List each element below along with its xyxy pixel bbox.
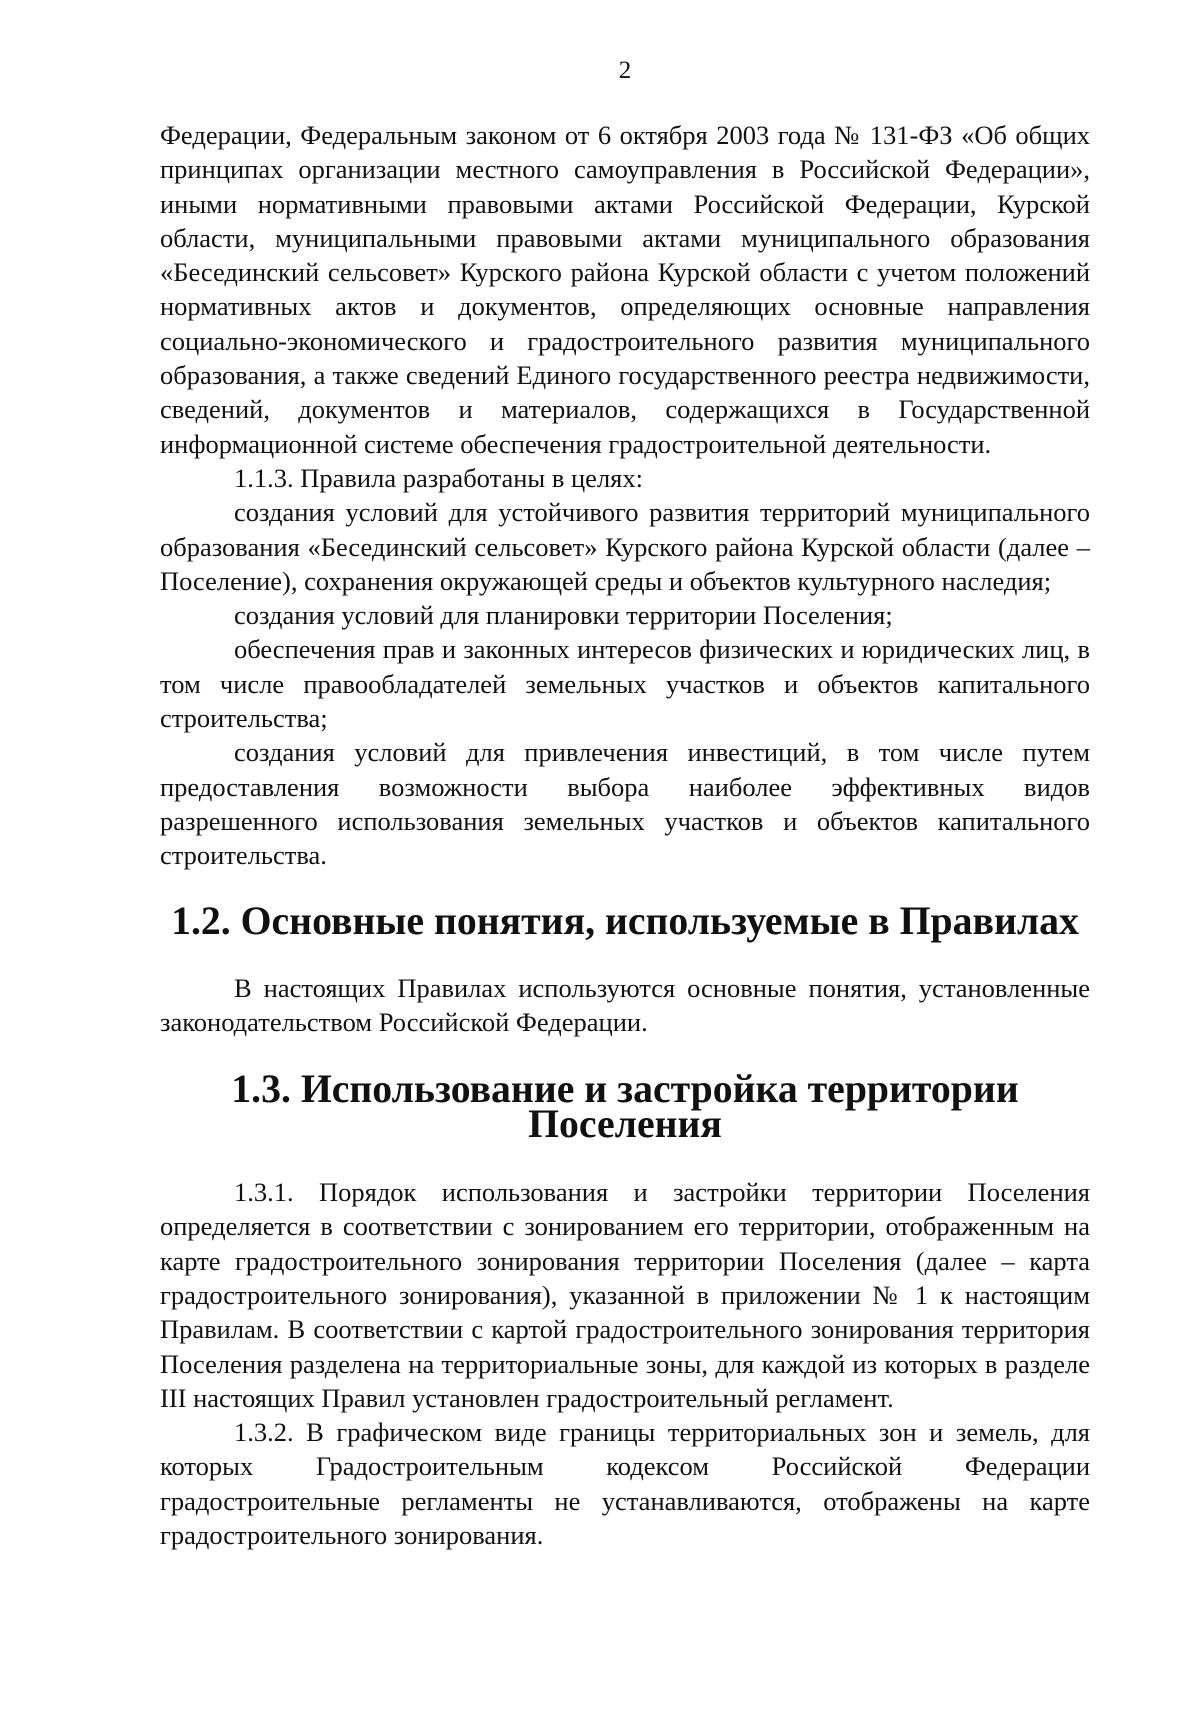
paragraph-1-3-2: 1.3.2. В графическом виде границы территориальных зон и земель, для которых Градостроительным кодексом Российской Федерации градостроительные регламенты не устанавливаются, отображены на карте градостроительного зонирования. [160, 1417, 1090, 1550]
paragraph-basic-concepts: В настоящих Правилах используются основные понятия, установленные законодательством Российской Федерации. [160, 972, 1090, 1038]
page-number: 2 [618, 57, 632, 84]
paragraph-continuation: Федерации, Федеральным законом от 6 октября 2003 года № 131-ФЗ «Об общих принципах организации местного самоуправления в Российской Федерации», иными нормативными правовыми актами Российской Федерации, Курской области, муниципальными правовыми актами муниципального образования «Бесединский сельсовет» Курского района Курской области с учетом положений нормативных актов и документов, определяющих основные направления социально-экономического и градостроительного развития муниципального образования, а также сведений Единого государственного реестра недвижимости, сведений, документов и материалов, содержащихся в Государственной информационной системе обеспечения градостроительной деятельности. [160, 120, 1090, 459]
paragraph-goal-sustainable-development: создания условий для устойчивого развития территорий муниципального образования «Бесединский сельсовет» Курского района Курской области (далее – Поселение), сохранения окружающей среды и объектов культурного наследия; [160, 497, 1090, 596]
paragraph-1-1-3: 1.1.3. Правила разработаны в целях: [234, 462, 643, 493]
paragraph-goal-rights: обеспечения прав и законных интересов физических и юридических лиц, в том числе правообладателей земельных участков и объектов капитального строительства; [160, 634, 1090, 734]
section-heading-1-3: 1.3. Использование и застройка территории Поселения [231, 1067, 1019, 1146]
document-body [160, 118, 1090, 1552]
paragraph-goal-investment: создания условий для привлечения инвестиций, в том числе путем предоставления возможности выбора наиболее эффективных видов разрешенного использования земельных участков и объектов капитального строительства. [160, 737, 1090, 871]
section-heading-1-2: 1.2. Основные понятия, используемые в Правилах [171, 898, 1079, 943]
paragraph-goal-planning: создания условий для планировки территории Поселения; [234, 600, 893, 631]
paragraph-1-3-1: 1.3.1. Порядок использования и застройки территории Поселения определяется в соответствии с зонированием его территории, отображенным на карте градостроительного зонирования территории Поселения (далее – карта градостроительного зонирования), указанной в приложении № 1 к настоящим Правилам. В соответствии с картой градостроительного зонирования территория Поселения разделена на территориальные зоны, для каждой из которых в разделе III настоящих Правил установлен градостроительный регламент. [160, 1177, 1090, 1413]
